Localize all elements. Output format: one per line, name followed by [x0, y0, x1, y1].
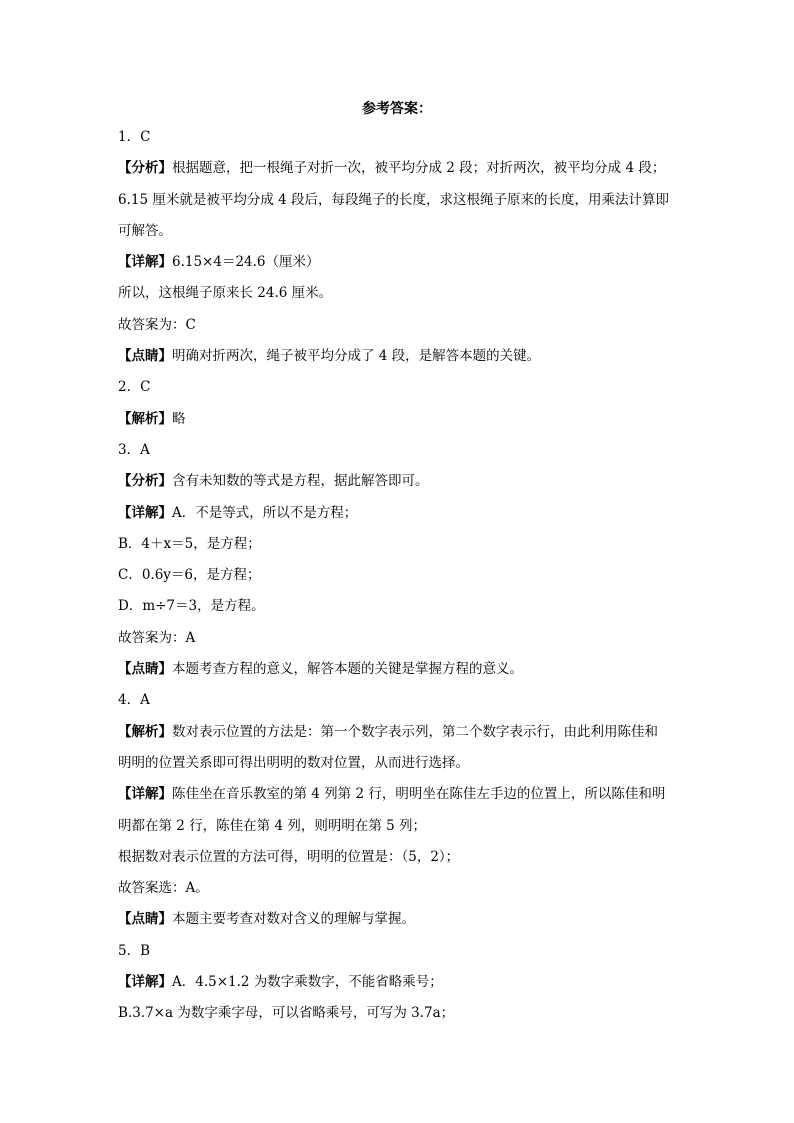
answer-line: [118, 531, 684, 562]
line-text: A．4.5×1.2 为数字乘数字，不能省略乘号；: [172, 974, 443, 991]
answer-line: [118, 906, 684, 937]
section-tag: 【详解】: [118, 254, 172, 271]
answer-line: [118, 468, 684, 499]
answer-line: [118, 625, 684, 656]
line-text: 所以，这根绳子原来长 24.6 厘米。: [118, 285, 333, 302]
section-tag: 【点睛】: [118, 661, 172, 678]
answer-line: [118, 406, 684, 437]
line-text: 6.15×4＝24.6（厘米）: [172, 254, 320, 271]
line-text: 数对表示位置的方法是：第一个数字表示列，第二个数字表示行，由此利用陈佳和: [172, 723, 658, 740]
line-text: B.3.7×a 为数字乘字母，可以省略乘号，可写为 3.7a；: [118, 1005, 455, 1022]
line-text: 陈佳坐在音乐教室的第 4 列第 2 行，明明坐在陈佳左手边的位置上，所以陈佳和明: [172, 786, 666, 803]
section-tag: 【分析】: [118, 160, 172, 177]
line-text: 故答案为：A: [118, 629, 196, 646]
answer-body: [118, 124, 684, 1032]
answer-line: [118, 500, 684, 531]
line-text: 故答案为：C: [118, 316, 196, 333]
answer-line: [118, 187, 684, 218]
answer-line: [118, 218, 684, 249]
line-text: 4．A: [118, 692, 150, 709]
answer-line: [118, 719, 684, 750]
answer-line: [118, 750, 684, 781]
line-text: 2．C: [118, 379, 151, 396]
line-text: B．4＋x＝5，是方程；: [118, 535, 261, 552]
section-tag: 【点睛】: [118, 348, 172, 365]
line-text: D．m÷7＝3，是方程。: [118, 598, 265, 615]
answer-line: [118, 813, 684, 844]
section-tag: 【详解】: [118, 504, 172, 521]
line-text: 3．A: [118, 441, 150, 458]
answer-line: [118, 249, 684, 280]
line-text: 根据题意，把一根绳子对折一次，被平均分成 2 段；对折两次，被平均分成 4 段；: [172, 160, 666, 177]
line-text: 5．B: [118, 942, 151, 959]
answer-line: [118, 562, 684, 593]
line-text: 故答案选：A。: [118, 880, 209, 897]
answer-line: [118, 343, 684, 374]
section-tag: 【详解】: [118, 974, 172, 991]
line-text: 本题考查方程的意义，解答本题的关键是掌握方程的意义。: [172, 661, 523, 678]
answer-line: [118, 593, 684, 624]
line-text: 明都在第 2 行，陈佳在第 4 列，则明明在第 5 列；: [118, 817, 427, 834]
answer-line: [118, 687, 684, 718]
section-tag: 【详解】: [118, 786, 172, 803]
answer-line: [118, 1000, 684, 1031]
answer-line: [118, 280, 684, 311]
answer-line: [118, 938, 684, 969]
line-text: 含有未知数的等式是方程，据此解答即可。: [172, 473, 429, 490]
section-tag: 【分析】: [118, 473, 172, 490]
line-text: 本题主要考查对数对含义的理解与掌握。: [172, 911, 415, 928]
line-text: 可解答。: [118, 222, 172, 239]
answer-key-title: 参考答案：: [362, 101, 432, 117]
line-text: 略: [172, 410, 186, 427]
section-tag: 【解析】: [118, 723, 172, 740]
line-text: 明明的位置关系即可得出明明的数对位置，从而进行选择。: [118, 754, 469, 771]
answer-line: [118, 155, 684, 186]
answer-line: [118, 844, 684, 875]
answer-line: [118, 656, 684, 687]
answer-line: [118, 875, 684, 906]
answer-line: [118, 969, 684, 1000]
answer-line: [118, 312, 684, 343]
line-text: C．0.6y＝6，是方程；: [118, 567, 261, 584]
answer-line: [118, 374, 684, 405]
line-text: 明确对折两次，绳子被平均分成了 4 段，是解答本题的关键。: [172, 348, 541, 365]
line-text: 根据数对表示位置的方法可得，明明的位置是：（5，2）；: [118, 848, 460, 865]
line-text: 6.15 厘米就是被平均分成 4 段后，每段绳子的长度，求这根绳子原来的长度，用乘法计算即: [118, 191, 670, 208]
line-text: A．不是等式，所以不是方程；: [172, 504, 358, 521]
section-tag: 【点睛】: [118, 911, 172, 928]
answer-line: [118, 781, 684, 812]
answer-line: [118, 437, 684, 468]
answer-line: [118, 124, 684, 155]
line-text: 1．C: [118, 129, 151, 145]
section-tag: 【解析】: [118, 410, 172, 427]
